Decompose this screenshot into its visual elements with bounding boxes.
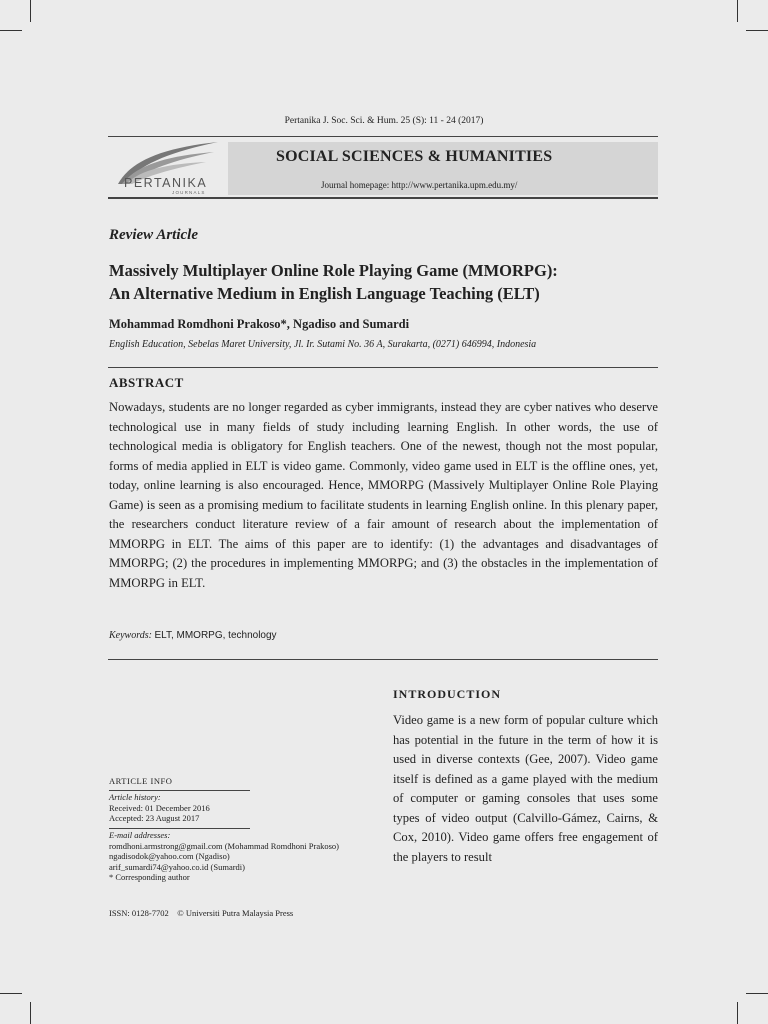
article-info-heading: ARTICLE INFO bbox=[109, 776, 173, 786]
article-type: Review Article bbox=[109, 227, 199, 243]
logo-subtext: JOURNALS bbox=[172, 190, 206, 195]
crop-mark bbox=[746, 30, 768, 31]
article-title-line: Massively Multiplayer Online Role Playing Game (MMORPG): bbox=[109, 261, 558, 280]
crop-mark bbox=[737, 1002, 738, 1024]
keywords-label: Keywords: bbox=[109, 630, 152, 641]
issn-footer: ISSN: 0128-7702 © Universiti Putra Malaysia Press bbox=[109, 908, 294, 918]
logo-wordmark: PERTANIKA bbox=[124, 176, 208, 190]
journal-title: SOCIAL SCIENCES & HUMANITIES bbox=[276, 148, 553, 165]
crop-mark bbox=[746, 993, 768, 994]
accepted-date: Accepted: 23 August 2017 bbox=[109, 813, 200, 823]
header-top-rule bbox=[108, 136, 658, 137]
introduction-heading: INTRODUCTION bbox=[393, 687, 502, 701]
email-label: E-mail addresses: bbox=[109, 830, 171, 840]
keywords bbox=[109, 630, 277, 641]
article-info-rule bbox=[109, 790, 250, 791]
crop-mark bbox=[737, 0, 738, 22]
article-title bbox=[109, 259, 669, 305]
history-label: Article history: bbox=[109, 792, 161, 802]
introduction-text: Video game is a new form of popular culture which has potential in the future in the term of how it is used in diverse contexts (Gee, 2007). Video game itself is defined as a game played with the medium of computer or gaming consoles that uses some types of video output (Calvillo-Gámez, Cairns, & Cox, 2010). Video game offers free engagement of the players to result bbox=[393, 713, 658, 864]
abstract-top-rule bbox=[108, 367, 658, 368]
article-authors: Mohammad Romdhoni Prakoso*, Ngadiso and Sumardi bbox=[109, 317, 410, 331]
email-address: arif_sumardi74@yahoo.co.id (Sumardi) bbox=[109, 861, 246, 872]
abstract-heading: ABSTRACT bbox=[109, 375, 184, 390]
journal-citation: Pertanika J. Soc. Sci. & Hum. 25 (S): 11 - 24 (2017) bbox=[284, 116, 484, 126]
author-affiliation: English Education, Sebelas Maret University, Jl. Ir. Sutami No. 36 A, Surakarta, (0271) 646994, Indonesia bbox=[109, 339, 537, 350]
journal-homepage: Journal homepage: http://www.pertanika.upm.edu.my/ bbox=[321, 180, 518, 190]
crop-mark bbox=[30, 1002, 31, 1024]
article-history bbox=[109, 792, 210, 824]
received-date: Received: 01 December 2016 bbox=[109, 802, 210, 813]
header-bottom-rule bbox=[108, 197, 658, 199]
article-info-divider bbox=[109, 828, 250, 829]
abstract-text: Nowadays, students are no longer regarded as cyber immigrants, instead they are cyber natives who deserve technological use in many fields of study including learning English. In other words, the use of technological media is obligatory for English teachers. One of the newest, though not the most popular, forms of media applied in ELT is video game. Commonly, video game used in ELT is the offline ones, yet, today, online learning is also encouraged. Hence, MMORPG (Massively Multiplayer Online Role Playing Game) is seen as a promising medium to facilitate students in learning English online. In this plenary paper, the researchers conduct literature review of a fair amount of research about the implementation of MMORPG in ELT. The aims of this paper are to identify: (1) the advantages and disadvantages of MMORPG; (2) the procedures in implementing MMORPG; and (3) the obstacles in the implementation of MMORPG in ELT. bbox=[109, 400, 658, 590]
corresponding-note: * Corresponding author bbox=[109, 872, 190, 882]
email-address: ngadisodok@yahoo.com (Ngadiso) bbox=[109, 851, 230, 861]
abstract-bottom-rule bbox=[108, 659, 658, 660]
crop-mark bbox=[0, 30, 22, 31]
crop-mark bbox=[0, 993, 22, 994]
email-address: romdhoni.armstrong@gmail.com (Mohammad Romdhoni Prakoso) bbox=[109, 840, 339, 851]
crop-mark bbox=[30, 0, 31, 22]
keywords-values: ELT, MMORPG, technology bbox=[154, 630, 277, 641]
article-title-line: An Alternative Medium in English Language Teaching (ELT) bbox=[109, 284, 540, 303]
email-addresses bbox=[109, 830, 339, 883]
